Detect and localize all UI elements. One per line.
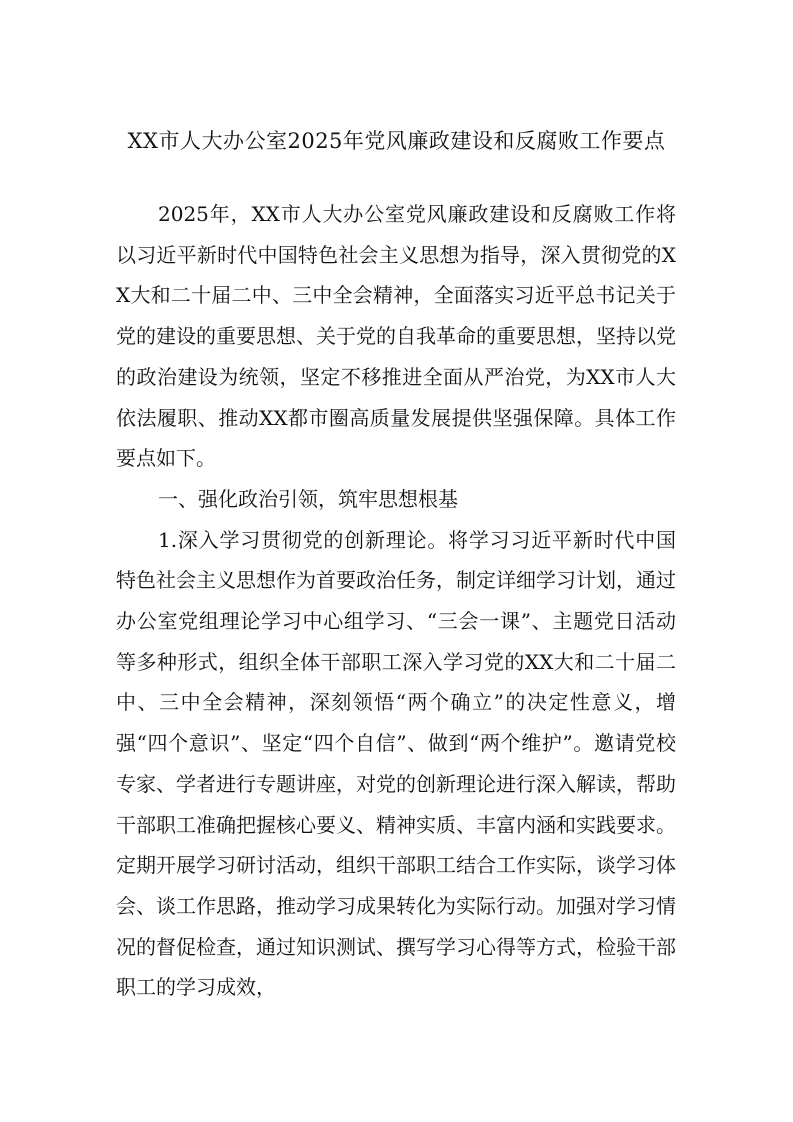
- document-body: [116, 194, 676, 1008]
- list-item-paragraph: 1.深入学习贯彻党的创新理论。将学习习近平新时代中国特色社会主义思想作为首要政治任务，制定详细学习计划，通过办公室党组理论学习中心组学习、“三会一课”、主题党日活动等多种形式，组织全体干部职工深入学习党的XX大和二十届二中、三中全会精神，深刻领悟“两个确立”的决定性意义，增强“四个意识”、坚定“四个自信”、做到“两个维护”。邀请党校专家、学者进行专题讲座，对党的创新理论进行深入解读，帮助干部职工准确把握核心要义、精神实质、丰富内涵和实践要求。定期开展学习研讨活动，组织干部职工结合工作实际，谈学习体会、谈工作思路，推动学习成果转化为实际行动。加强对学习情况的督促检查，通过知识测试、撰写学习心得等方式，检验干部职工的学习成效，: [116, 527, 676, 1000]
- intro-paragraph: 2025年，XX市人大办公室党风廉政建设和反腐败工作将以习近平新时代中国特色社会主义思想为指导，深入贯彻党的XX大和二十届二中、三中全会精神，全面落实习近平总书记关于党的建设的重要思想、关于党的自我革命的重要思想，坚持以党的政治建设为统领，坚定不移推进全面从严治党，为XX市人大依法履职、推动XX都市圈高质量发展提供坚强保障。具体工作要点如下。: [116, 202, 676, 471]
- document-title: XX市人大办公室2025年党风廉政建设和反腐败工作要点: [127, 129, 666, 153]
- section-heading: 一、强化政治引领，筑牢思想根基: [158, 486, 458, 511]
